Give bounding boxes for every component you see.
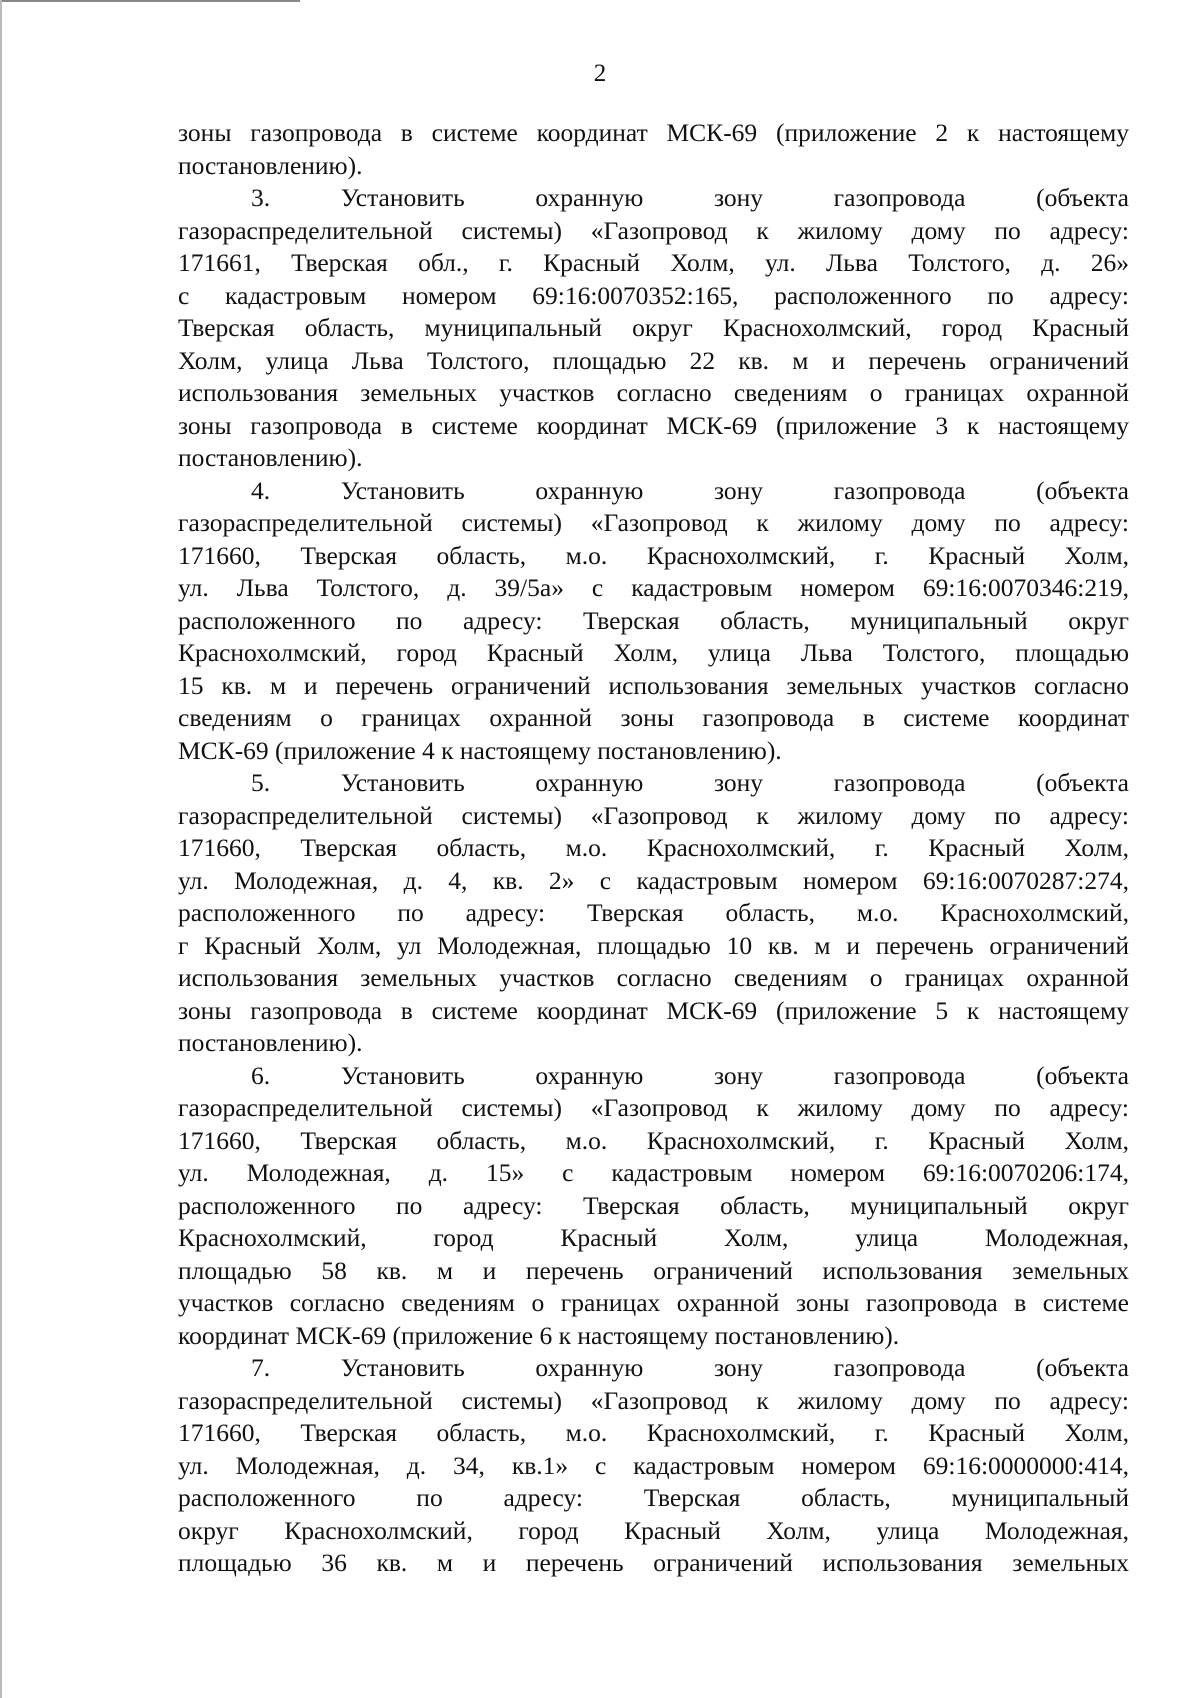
text-line: сведениям о границах охранной зоны газопровода в системе координат [178, 703, 1129, 732]
text-line: 171661, Тверская обл., г. Красный Холм, ул. Льва Толстого, д. 26» [178, 248, 1129, 277]
text-line: Краснохолмский, город Красный Холм, улица Льва Толстого, площадью [178, 638, 1129, 667]
text-line: ул. Молодежная, д. 34, кв.1» с кадастровым номером 69:16:0000000:414, [178, 1450, 1129, 1480]
text-line: постановлению). [178, 150, 363, 180]
text-line: г Красный Холм, ул Молодежная, площадью 10 кв. м и перечень ограничений [178, 930, 1129, 960]
text-line: зоны газопровода в системе координат МСК-69 (приложение 5 к настоящему [178, 995, 1129, 1025]
text-line: газораспределительной системы) «Газопровод к жилому дому по адресу: [178, 1093, 1129, 1122]
text-line: Тверская область, муниципальный округ Краснохолмский, город Красный [178, 313, 1129, 342]
text-line: расположенного по адресу: Тверская область, муниципальный [178, 1483, 1129, 1512]
text-line: 7. Установить охранную зону газопровода (объекта [251, 1353, 1129, 1382]
text-line: Краснохолмский, город Красный Холм, улица Молодежная, [178, 1223, 1129, 1252]
text-line: ул. Молодежная, д. 15» с кадастровым номером 69:16:0070206:174, [178, 1158, 1129, 1187]
scan-edge-top [0, 0, 300, 2]
page-number: 2 [593, 60, 607, 87]
text-line: 4. Установить охранную зону газопровода (объекта [251, 475, 1129, 505]
text-line: площадью 36 кв. м и перечень ограничений использования земельных [178, 1548, 1129, 1577]
text-line: постановлению). [178, 443, 363, 472]
text-line: газораспределительной системы) «Газопровод к жилому дому по адресу: [178, 508, 1129, 537]
text-line: 171660, Тверская область, м.о. Краснохолмский, г. Красный Холм, [178, 540, 1129, 570]
text-line: постановлению). [178, 1028, 363, 1057]
text-line: расположенного по адресу: Тверская область, муниципальный округ [178, 1190, 1129, 1220]
scan-edge-left [0, 0, 2, 1698]
document-body [178, 117, 1129, 1580]
text-line: газораспределительной системы) «Газопровод к жилому дому по адресу: [178, 1385, 1129, 1415]
text-line: расположенного по адресу: Тверская область, м.о. Краснохолмский, [178, 898, 1129, 927]
text-line: участков согласно сведениям о границах охранной зоны газопровода в системе [178, 1288, 1129, 1317]
text-line: газораспределительной системы) «Газопровод к жилому дому по адресу: [178, 215, 1129, 245]
text-line: с кадастровым номером 69:16:0070352:165, расположенного по адресу: [178, 280, 1129, 310]
text-line: использования земельных участков согласно сведениям о границах охранной [178, 963, 1129, 992]
text-line: округ Краснохолмский, город Красный Холм, улица Молодежная, [178, 1515, 1129, 1545]
text-line: 3. Установить охранную зону газопровода (объекта [251, 183, 1129, 212]
text-line: 6. Установить охранную зону газопровода (объекта [251, 1060, 1129, 1090]
text-line: ул. Молодежная, д. 4, кв. 2» с кадастровым номером 69:16:0070287:274, [178, 865, 1129, 895]
text-line: газораспределительной системы) «Газопровод к жилому дому по адресу: [178, 800, 1129, 830]
text-line: площадью 58 кв. м и перечень ограничений использования земельных [178, 1255, 1129, 1285]
text-line: координат МСК-69 (приложение 6 к настоящему постановлению). [178, 1320, 900, 1350]
text-line: расположенного по адресу: Тверская область, муниципальный округ [178, 605, 1129, 635]
text-line: зоны газопровода в системе координат МСК-69 (приложение 3 к настоящему [178, 410, 1129, 440]
text-line: 15 кв. м и перечень ограничений использования земельных участков согласно [178, 670, 1129, 700]
text-line: 171660, Тверская область, м.о. Краснохолмский, г. Красный Холм, [178, 833, 1129, 862]
text-line: 171660, Тверская область, м.о. Краснохолмский, г. Красный Холм, [178, 1125, 1129, 1155]
text-line: 171660, Тверская область, м.о. Краснохолмский, г. Красный Холм, [178, 1418, 1129, 1447]
text-line: использования земельных участков согласно сведениям о границах охранной [178, 378, 1129, 407]
text-line: 5. Установить охранную зону газопровода (объекта [251, 768, 1129, 797]
text-line: Холм, улица Льва Толстого, площадью 22 кв. м и перечень ограничений [178, 345, 1129, 375]
text-line: ул. Льва Толстого, д. 39/5а» с кадастровым номером 69:16:0070346:219, [178, 573, 1129, 602]
text-line: МСК-69 (приложение 4 к настоящему постановлению). [178, 735, 782, 765]
text-line: зоны газопровода в системе координат МСК-69 (приложение 2 к настоящему [178, 118, 1129, 147]
